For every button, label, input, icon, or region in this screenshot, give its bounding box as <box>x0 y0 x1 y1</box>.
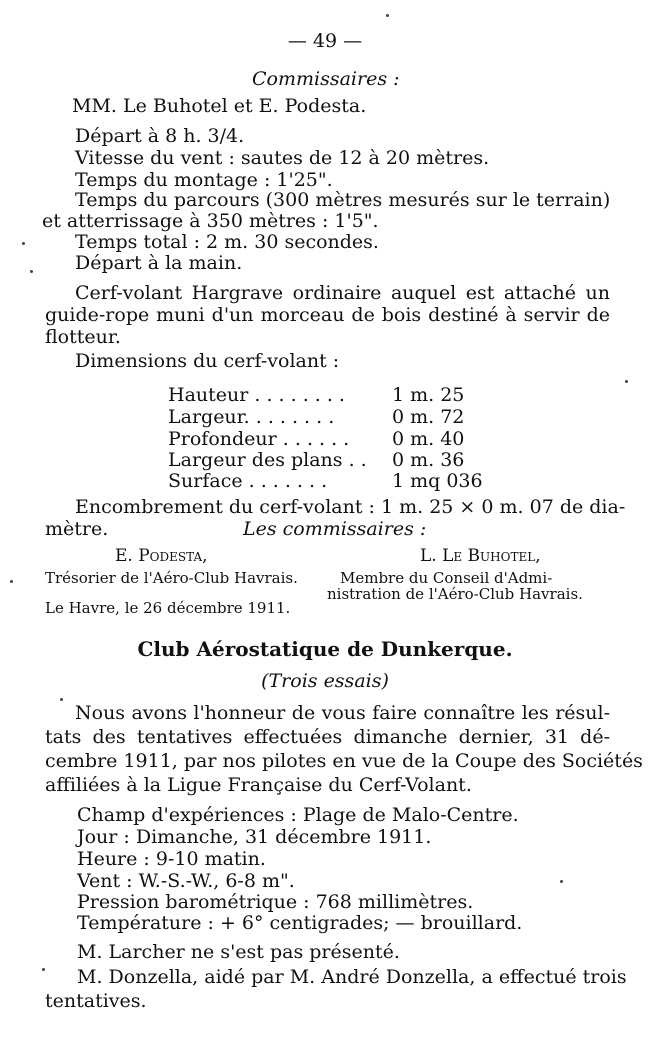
detail-line: Température : + 6° centigrades; — brouillard. <box>77 912 523 934</box>
detail-line: Jour : Dimanche, 31 décembre 1911. <box>77 826 432 848</box>
detail-line: Champ d'expériences : Plage de Malo-Centre. <box>77 804 519 826</box>
signature-left-title: Trésorier de l'Aéro-Club Havrais. <box>45 569 298 587</box>
signature-right-title: nistration de l'Aéro-Club Havrais. <box>327 585 583 603</box>
report-line: Vitesse du vent : sautes de 12 à 20 mètres. <box>75 147 490 169</box>
dimensions-heading: Dimensions du cerf-volant : <box>75 350 340 372</box>
scan-speck <box>60 698 63 701</box>
report-line: Temps total : 2 m. 30 secondes. <box>75 231 379 253</box>
note-line: M. Donzella, aidé par M. André Donzella, a effectué trois <box>77 966 627 988</box>
scan-speck <box>560 880 563 883</box>
detail-line: Pression barométrique : 768 millimètres. <box>77 891 474 913</box>
signatures-heading: Les commissaires : <box>243 518 427 540</box>
scan-speck <box>42 968 45 971</box>
note-line: M. Larcher ne s'est pas présenté. <box>77 941 400 963</box>
encombrement-line: mètre. <box>45 518 109 540</box>
paragraph-line: flotteur. <box>45 326 121 348</box>
dimension-label: Largeur des plans . . <box>168 449 367 471</box>
report-line: Temps du montage : 1'25". <box>75 169 333 191</box>
detail-line: Heure : 9-10 matin. <box>77 848 266 870</box>
report-line: Départ à 8 h. 3/4. <box>75 125 245 147</box>
paragraph-line: cembre 1911, par nos pilotes en vue de la Coupe des Sociétés <box>45 750 643 772</box>
scan-speck <box>22 242 25 245</box>
place-date: Le Havre, le 26 décembre 1911. <box>45 599 291 617</box>
paragraph-line: guide-rope muni d'un morceau de bois destiné à servir de <box>45 304 610 326</box>
section-title: Club Aérostatique de Dunkerque. <box>137 637 513 661</box>
dimension-value: 0 m. 36 <box>392 449 465 471</box>
report-line: Temps du parcours (300 mètres mesurés sur le terrain) <box>75 189 611 211</box>
report-line: et atterrissage à 350 mètres : 1'5". <box>42 210 379 232</box>
paragraph-line: tats des tentatives effectuées dimanche dernier, 31 dé- <box>45 726 610 748</box>
dimension-value: 1 m. 25 <box>392 384 465 406</box>
dimension-label: Hauteur . . . . . . . . <box>168 384 345 406</box>
page-number: — 49 — <box>287 30 363 52</box>
signature-right-name: L. Le Buhotel, <box>420 546 541 566</box>
signature-right-title: Membre du Conseil d'Admi- <box>340 569 553 587</box>
dimension-label: Profondeur . . . . . . <box>168 428 350 450</box>
dimension-value: 1 mq 036 <box>392 470 483 492</box>
paragraph-line: affiliées à la Ligue Française du Cerf-Volant. <box>45 774 472 796</box>
dimension-value: 0 m. 40 <box>392 428 465 450</box>
dimension-label: Largeur. . . . . . . . <box>168 406 335 428</box>
scan-speck <box>10 580 13 583</box>
encombrement-line: Encombrement du cerf-volant : 1 m. 25 × 0 m. 07 de dia- <box>75 496 626 518</box>
commissaires-names: MM. Le Buhotel et E. Podesta. <box>72 95 367 117</box>
signature-left-name: E. Podesta, <box>115 546 208 566</box>
scan-speck <box>625 380 628 383</box>
dimension-value: 0 m. 72 <box>392 406 465 428</box>
scan-speck <box>30 270 33 273</box>
note-line: tentatives. <box>45 990 147 1012</box>
paragraph-line: Cerf-volant Hargrave ordinaire auquel est attaché un <box>75 282 610 304</box>
detail-line: Vent : W.-S.-W., 6-8 m". <box>77 870 295 892</box>
paragraph-line: Nous avons l'honneur de vous faire connaître les résul- <box>75 702 610 724</box>
section-subtitle: (Trois essais) <box>261 670 389 692</box>
commissaires-heading: Commissaires : <box>252 68 400 90</box>
report-line: Départ à la main. <box>75 252 243 274</box>
dimension-label: Surface . . . . . . . <box>168 470 328 492</box>
scan-speck <box>386 14 389 17</box>
